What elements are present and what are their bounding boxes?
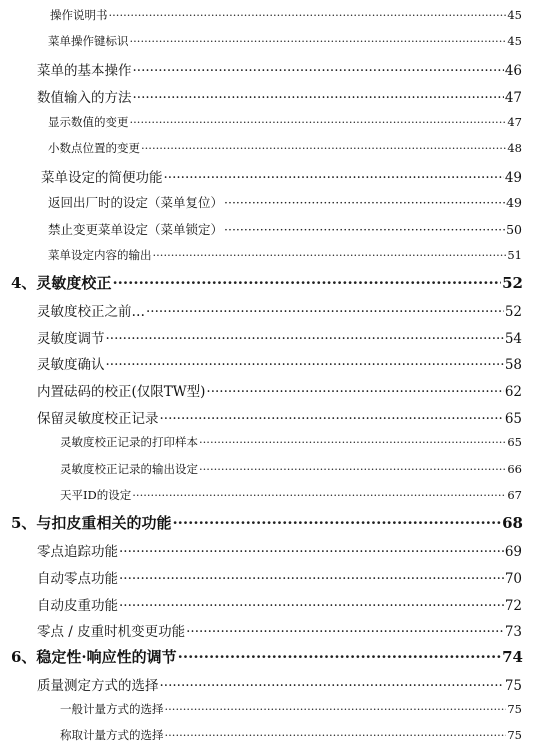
toc-chapter-title: 5、与扣皮重相关的功能 bbox=[11, 514, 172, 532]
toc-entry-title: 一般计量方式的选择 bbox=[60, 702, 164, 716]
dot-leader bbox=[224, 222, 505, 237]
toc-entry-title: 菜单设定内容的输出 bbox=[48, 248, 152, 262]
toc-entry-page: 45 bbox=[507, 8, 522, 22]
dot-leader bbox=[130, 115, 507, 129]
toc-entry[interactable] bbox=[0, 594, 539, 614]
toc-chapter-page: 52 bbox=[502, 274, 523, 292]
toc-entry-title: 菜单的基本操作 bbox=[37, 63, 132, 79]
toc-entry[interactable] bbox=[0, 487, 539, 503]
toc-entry-page: 51 bbox=[507, 248, 522, 262]
toc-entry-page: 48 bbox=[507, 141, 522, 155]
dot-leader bbox=[199, 435, 506, 449]
dot-leader bbox=[186, 624, 504, 640]
toc-entry[interactable] bbox=[0, 33, 539, 49]
toc-entry-title: 操作说明书 bbox=[50, 8, 108, 22]
toc-entry-page: 49 bbox=[504, 170, 522, 186]
dot-leader bbox=[133, 90, 504, 106]
toc-entry-title: 禁止变更菜单设定（菜单锁定） bbox=[48, 222, 224, 237]
toc-entry-title: 零点追踪功能 bbox=[37, 544, 118, 560]
dot-leader bbox=[132, 488, 506, 502]
toc-entry-page: 47 bbox=[504, 90, 522, 106]
toc-entry-page: 46 bbox=[504, 63, 522, 79]
toc-chapter[interactable] bbox=[0, 272, 539, 293]
dot-leader bbox=[109, 8, 507, 22]
toc-entry-title: 灵敏度确认 bbox=[37, 357, 105, 373]
toc-entry[interactable] bbox=[0, 193, 539, 211]
toc-entry-page: 75 bbox=[507, 728, 522, 742]
toc-entry[interactable] bbox=[0, 220, 539, 238]
toc-entry-page: 47 bbox=[507, 115, 522, 129]
toc-entry-page: 67 bbox=[507, 488, 522, 502]
toc-entry[interactable] bbox=[0, 7, 539, 23]
toc-chapter-title: 6、稳定性·响应性的调节 bbox=[11, 648, 177, 666]
dot-leader bbox=[141, 141, 506, 155]
dot-leader bbox=[178, 648, 501, 666]
toc-entry-title: 灵敏度校正之前… bbox=[37, 304, 145, 320]
toc-chapter-page: 74 bbox=[502, 648, 523, 666]
toc-entry-title: 称取计量方式的选择 bbox=[60, 728, 164, 742]
toc-entry-page: 73 bbox=[504, 624, 522, 640]
toc-entry-title: 天平ID的设定 bbox=[60, 488, 132, 502]
toc-entry[interactable] bbox=[0, 114, 539, 130]
toc-entry[interactable] bbox=[0, 353, 539, 373]
toc-entry-page: 70 bbox=[504, 571, 522, 587]
toc-entry-title: 质量测定方式的选择 bbox=[37, 678, 159, 694]
toc-entry[interactable] bbox=[0, 380, 539, 400]
toc-entry[interactable] bbox=[0, 727, 539, 743]
toc-chapter-page: 68 bbox=[502, 514, 523, 532]
dot-leader bbox=[224, 195, 505, 210]
toc-entry-page: 65 bbox=[507, 435, 522, 449]
toc-entry[interactable] bbox=[0, 674, 539, 694]
toc-entry[interactable] bbox=[0, 434, 539, 450]
toc-entry-title: 零点 / 皮重时机变更功能 bbox=[37, 624, 186, 640]
toc-entry-title: 菜单设定的简便功能 bbox=[41, 170, 163, 186]
toc-entry[interactable] bbox=[0, 59, 539, 79]
toc-entry-page: 66 bbox=[507, 462, 522, 476]
toc-entry-title: 自动零点功能 bbox=[37, 571, 118, 587]
toc-entry-title: 显示数值的变更 bbox=[48, 115, 129, 129]
toc-entry-title: 菜单操作键标识 bbox=[48, 34, 129, 48]
toc-entry-page: 62 bbox=[504, 384, 522, 400]
dot-leader bbox=[146, 304, 504, 320]
toc-entry-title: 数值输入的方法 bbox=[37, 90, 132, 106]
dot-leader bbox=[206, 384, 503, 400]
dot-leader bbox=[133, 63, 504, 79]
toc-entry-page: 54 bbox=[504, 331, 522, 347]
dot-leader bbox=[164, 170, 504, 186]
toc-entry[interactable] bbox=[0, 701, 539, 717]
dot-leader bbox=[119, 598, 504, 614]
toc-entry-page: 72 bbox=[504, 598, 522, 614]
toc-entry-title: 小数点位置的变更 bbox=[48, 141, 140, 155]
toc-entry-title: 返回出厂时的设定（菜单复位） bbox=[48, 195, 224, 210]
toc-entry-page: 50 bbox=[506, 222, 522, 237]
toc-entry-page: 45 bbox=[507, 34, 522, 48]
dot-leader bbox=[172, 514, 501, 532]
dot-leader bbox=[106, 357, 504, 373]
toc-entry[interactable] bbox=[0, 540, 539, 560]
dot-leader bbox=[160, 678, 504, 694]
dot-leader bbox=[199, 462, 506, 476]
dot-leader bbox=[112, 274, 501, 292]
dot-leader bbox=[119, 571, 504, 587]
toc-entry-title: 灵敏度调节 bbox=[37, 331, 105, 347]
dot-leader bbox=[153, 248, 507, 262]
toc-chapter[interactable] bbox=[0, 512, 539, 533]
toc-entry[interactable] bbox=[0, 567, 539, 587]
toc-entry-page: 75 bbox=[504, 678, 522, 694]
toc-entry[interactable] bbox=[0, 86, 539, 106]
toc-entry[interactable] bbox=[0, 461, 539, 477]
toc-entry-page: 58 bbox=[504, 357, 522, 373]
toc-entry[interactable] bbox=[0, 300, 539, 320]
toc-entry[interactable] bbox=[0, 620, 539, 640]
dot-leader bbox=[165, 728, 507, 742]
toc-entry-title: 灵敏度校正记录的打印样本 bbox=[60, 435, 198, 449]
toc-entry-page: 52 bbox=[504, 304, 522, 320]
dot-leader bbox=[165, 702, 507, 716]
toc-entry-title: 自动皮重功能 bbox=[37, 598, 118, 614]
toc-entry-page: 69 bbox=[504, 544, 522, 560]
toc-entry[interactable] bbox=[0, 166, 539, 186]
toc-chapter-title: 4、灵敏度校正 bbox=[11, 274, 112, 292]
dot-leader bbox=[119, 544, 504, 560]
toc-entry-page: 75 bbox=[507, 702, 522, 716]
dot-leader bbox=[130, 34, 507, 48]
toc-entry-title: 保留灵敏度校正记录 bbox=[37, 411, 159, 427]
toc-entry-page: 65 bbox=[504, 411, 522, 427]
toc-entry-title: 灵敏度校正记录的输出设定 bbox=[60, 462, 198, 476]
toc-chapter[interactable] bbox=[0, 646, 539, 667]
toc-entry[interactable] bbox=[0, 140, 539, 156]
toc-entry[interactable] bbox=[0, 327, 539, 347]
toc-entry-title: 内置砝码的校正(仅限TW型) bbox=[37, 384, 206, 400]
dot-leader bbox=[106, 331, 504, 347]
dot-leader bbox=[160, 411, 504, 427]
toc-entry-page: 49 bbox=[506, 195, 522, 210]
toc-entry[interactable] bbox=[0, 407, 539, 427]
toc-entry[interactable] bbox=[0, 247, 539, 263]
